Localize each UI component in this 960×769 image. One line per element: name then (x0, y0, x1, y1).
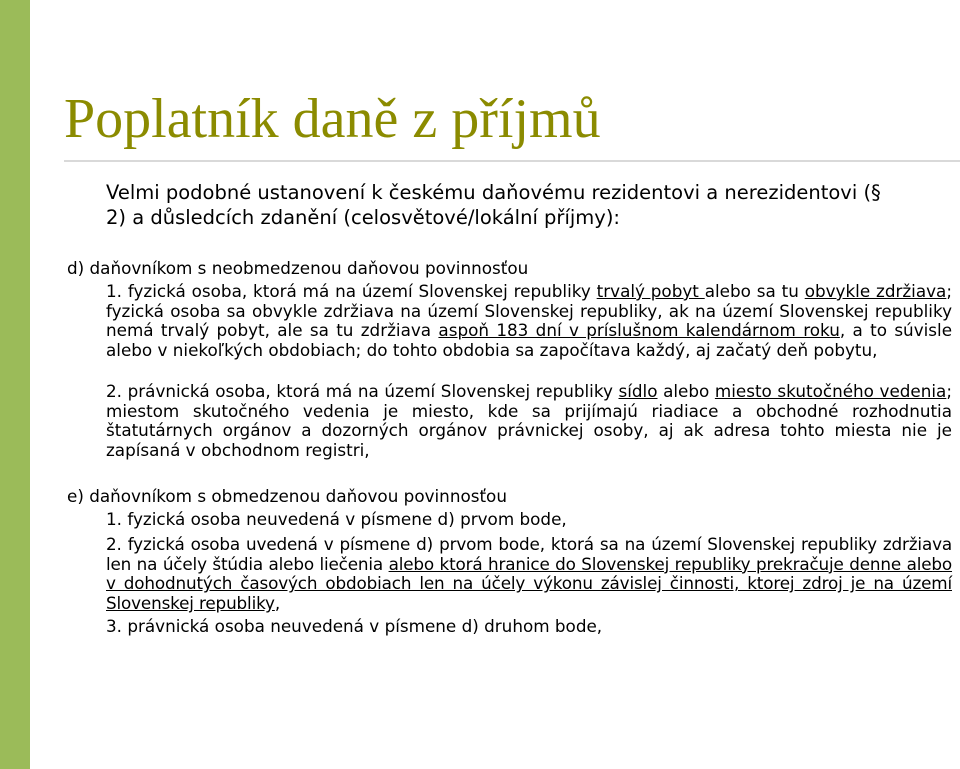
title-divider (64, 160, 960, 162)
d1-text-1: 1. fyzická osoba, ktorá má na území Slovenskej republiky (106, 281, 597, 301)
d1-text-3: ; fyzická osoba sa obvykle zdržiava na území Slovenskej republiky, ak na území Slovenskej republiky nemá trvalý pobyt, ale sa tu zdržiava (106, 281, 953, 341)
section-e-heading: e) daňovníkom s obmedzenou daňovou povinnosťou (67, 486, 507, 506)
d1-underlined-permanent-residence: trvalý pobyt (596, 281, 705, 301)
section-d-item-1 (106, 282, 952, 361)
d1-underlined-usually-resides: obvykle zdržiava (804, 281, 947, 301)
section-e-item-3: 3. právnická osoba neuvedená v písmene d) druhom bode, (106, 616, 603, 636)
section-d-item-2 (106, 382, 952, 461)
d1-underlined-183-days: aspoň 183 dní v príslušnom kalendárnom roku (438, 320, 840, 341)
section-e-item-1: 1. fyzická osoba neuvedená v písmene d) prvom bode, (106, 509, 567, 529)
left-accent-bar (0, 0, 30, 769)
section-e-item-2 (106, 535, 952, 614)
d2-text-1: 2. právnická osoba, ktorá má na území Slovenskej republiky (106, 381, 619, 401)
e2-text-1: 2. fyzická osoba uvedená v písmene d) prvom bode, ktorá sa na území Slovenskej republiky zdržiava len na účely štúdia alebo liečenia (106, 534, 952, 574)
d2-underlined-place-of-management: miesto skutočného vedenia (714, 381, 947, 401)
d2-text-2: alebo (657, 381, 715, 401)
d2-text-3: ; miestom skutočného vedenia je miesto, kde sa prijímajú riadiace a obchodné rozhodnutia štatutárnych orgánov a dozorných orgánov právnickej osoby, aj ak adresa tohto miesta nie je zapísaná v obchodnom registri, (106, 381, 952, 461)
intro-paragraph: Velmi podobné ustanovení k českému daňovému rezidentovi a nerezidentovi (§ 2) a důsledcích zdanění (celosvětové/lokální příjmy): (106, 181, 881, 229)
section-d-heading: d) daňovníkom s neobmedzenou daňovou povinnosťou (67, 258, 529, 278)
d1-text-2: alebo sa tu (704, 281, 805, 301)
d1-text-4: , a to súvisle alebo v niekoľkých obdobiach; do tohto obdobia sa započítava každý, aj začatý deň pobytu, (106, 320, 953, 361)
e2-underlined-cross-border: alebo ktorá hranice do Slovenskej republiky prekračuje denne alebo v dohodnutých časových obdobiach len na účely výkonu závislej činnosti, ktorej zdroj je na území Slovenskej republiky (106, 553, 953, 614)
slide-title: Poplatník daně z příjmů (64, 88, 601, 150)
d2-underlined-seat: sídlo (618, 381, 658, 401)
e2-text-2: , (274, 593, 281, 614)
